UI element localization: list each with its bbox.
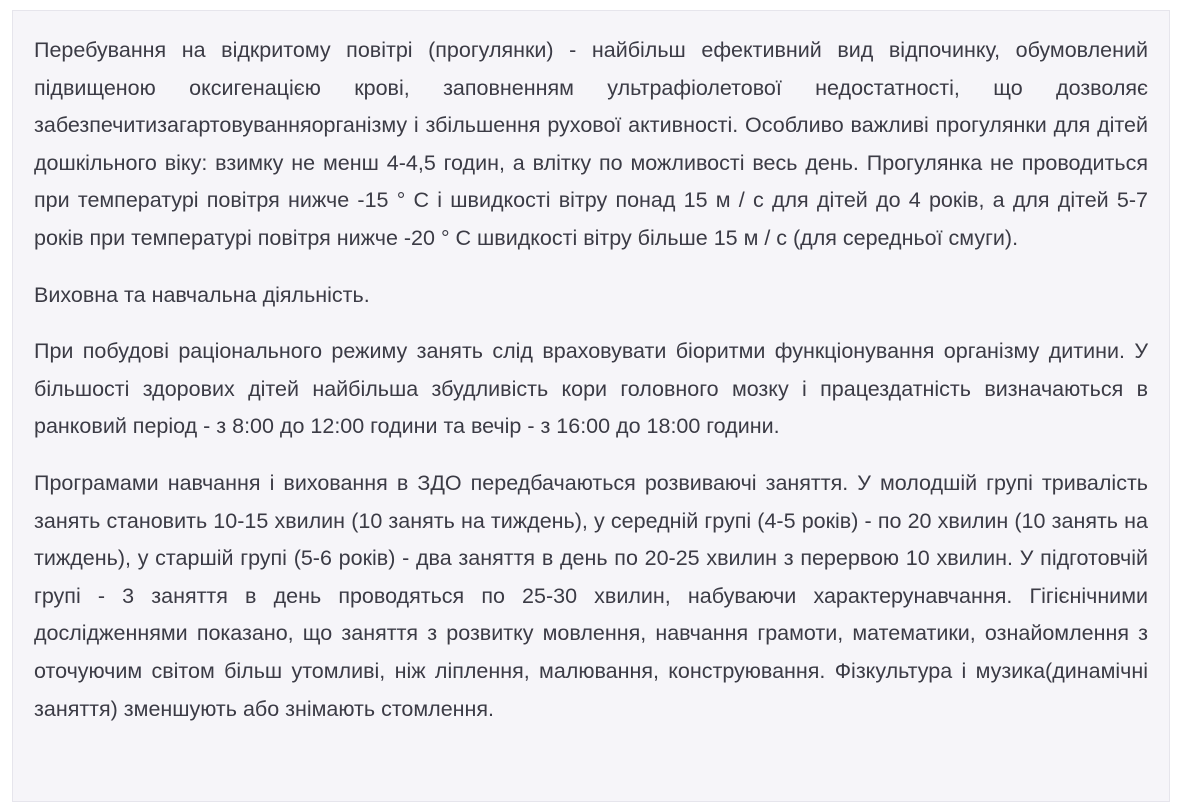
paragraph-curriculum: Програмами навчання і виховання в ЗДО передбачаються розвиваючі заняття. У молодшій групі тривалість занять становить 10-15 хвилин (10 занять на тиждень), у середній групі (4-5 років) - по 20 хвилин (10 занять на тиждень), у старшій групі (5-6 років) - два заняття в день по 20-25 хвилин з перервою 10 хвилин. У підготовчій групі - 3 заняття в день проводяться по 25-30 хвилин, набуваючи характерунавчання. Гігієнічними дослідженнями показано, що заняття з розвитку мовлення, навчання грамоти, математики, ознайомлення з оточуючим світом більш утомливі, ніж ліплення, малювання, конструювання. Фізкультура і музика(динамічні заняття) зменшують або знімають стомлення. <box>34 470 1148 721</box>
paragraph-biorhythms: При побудові раціонального режиму занять слід враховувати біоритми функціонування організму дитини. У більшості здорових дітей найбільша збудливість кори головного мозку і працездатність визначаються в ранковий період - з 8:00 до 12:00 години та вечір - з 16:00 до 18:00 години. <box>34 339 1148 439</box>
article-body <box>13 11 1169 728</box>
paragraph-educational-activity: Виховна та навчальна діяльність. <box>34 282 370 307</box>
text-panel <box>12 10 1170 802</box>
paragraph-outdoor-walks: Перебування на відкритому повітрі (прогулянки) - найбільш ефективний вид відпочинку, обумовлений підвищеною оксигенацією крові, заповненням ультрафіолетової недостатності, що дозволяє забезпечитизагартовуванняорганізму і збільшення рухової активності. Особливо важливі прогулянки для дітей дошкільного віку: взимку не менш 4-4,5 годин, а влітку по можливості весь день. Прогулянка не проводиться при температурі повітря нижче -15 ° С і швидкості вітру понад 15 м / с для дітей до 4 років, а для дітей 5-7 років при температурі повітря нижче -20 ° С швидкості вітру більше 15 м / с (для середньої смуги). <box>34 38 1148 250</box>
